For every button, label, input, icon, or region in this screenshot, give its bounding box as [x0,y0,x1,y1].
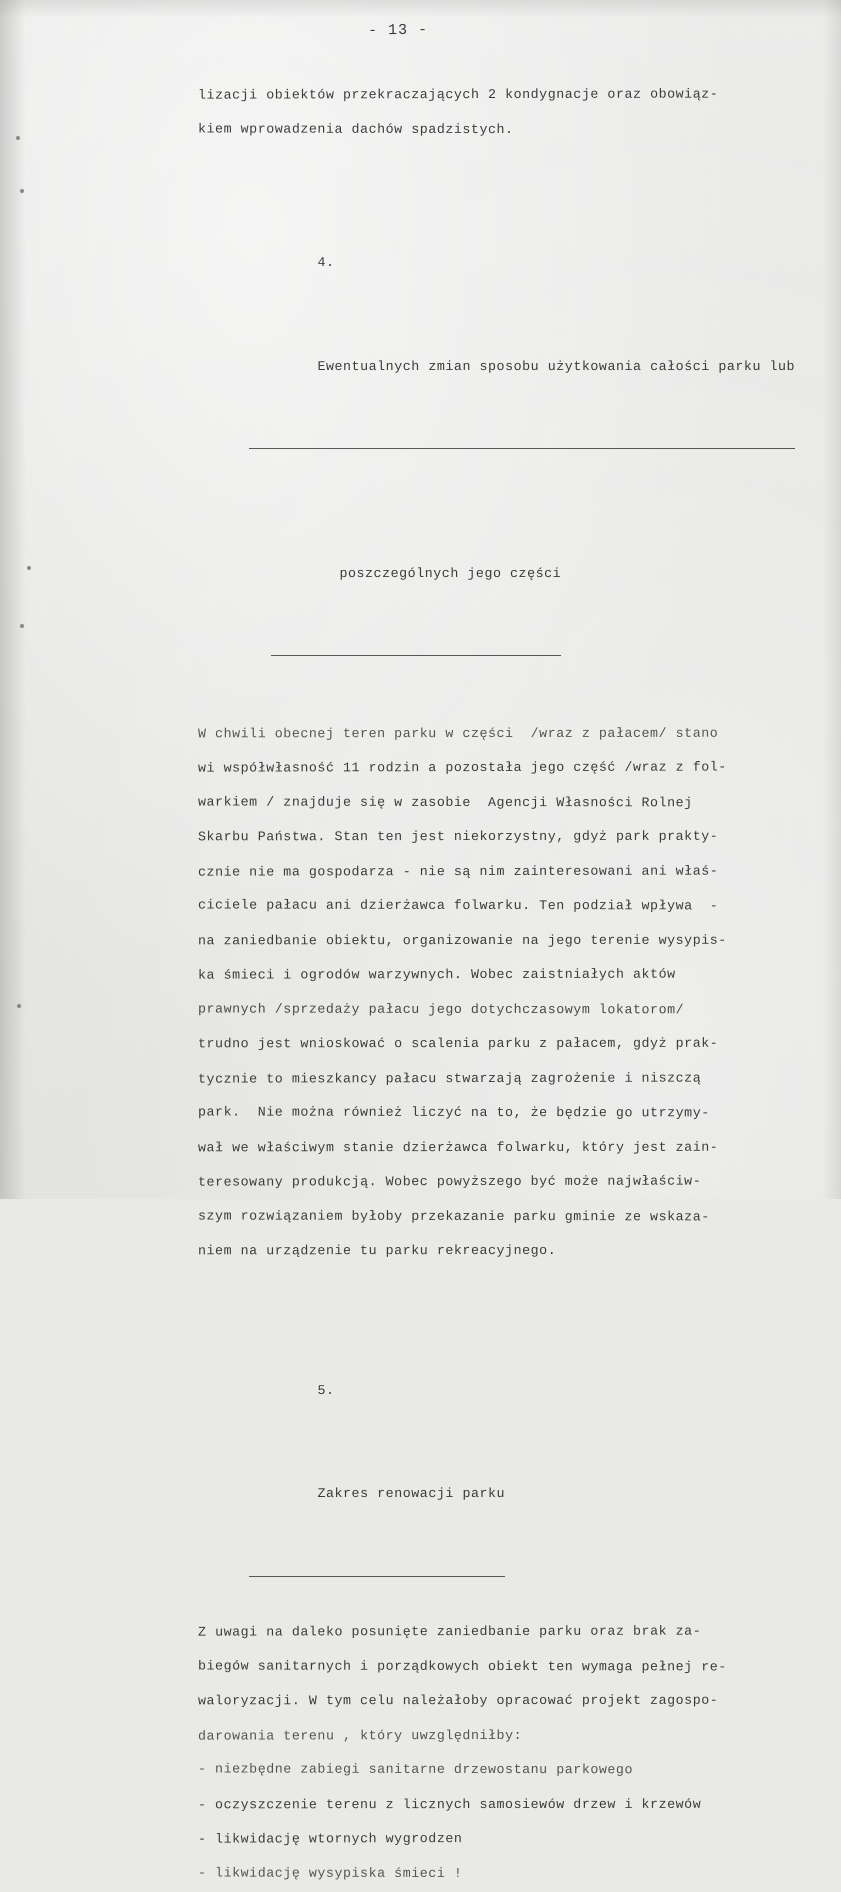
list-item: - oczyszczenie terenu z licznych samosiewów drzew i krzewów [197,1796,702,1812]
list-item: - niezbędne zabiegi sanitarne drzewostanu parkowego [197,1761,634,1778]
text-line: warkiem / znajduje się w zasobie Agencji Własności Rolnej [197,793,693,810]
heading-underline [271,655,561,656]
text-line: szym rozwiązaniem byłoby przekazanie parku gminie ze wskaza- [197,1207,710,1224]
section-4-heading-text-2: poszczególnych jego części [339,565,562,581]
text-line: biegów sanitarnych i porządkowych obiekt ten wymaga pełnej re- [197,1657,727,1674]
document-body [198,78,798,1891]
text-line: trudno jest wnioskować o scalenia parku z pałacem, gdyż prak- [197,1035,719,1052]
page-number [0,22,841,39]
text-line: cznie nie ma gospodarza - nie są nim zainteresowani ani właś- [197,863,719,880]
section-4-number: 4. [317,255,335,270]
section-5-heading [198,1305,798,1616]
text-line: kiem wprowadzenia dachów spadzistych. [197,120,514,137]
spacer [198,1269,798,1305]
text-line: W chwili obecnej teren parku w części /wraz z pałacem/ stano [197,725,719,741]
text-line: tycznie to mieszkancy pałacu stwarzają zagrożenie i niszczą [197,1070,702,1087]
text-line: teresowany produkcją. Wobec powyższego być może najwłaściw- [197,1173,702,1190]
paragraph-continuation [198,78,798,147]
spacer [198,147,798,177]
list-item: - likwidację wysypiska śmieci ! [197,1864,463,1881]
margin-speckles [0,0,60,1199]
scan-edge-shadow-right [823,0,841,1199]
heading-underline [249,1576,505,1577]
section-4-heading-line-1 [198,177,798,488]
text-line: darowania terenu , który uwzględniłby: [197,1727,523,1744]
section-5-heading-text: Zakres renowacji parku [317,1486,506,1501]
section-5-body [198,1615,798,1753]
text-line: prawnych /sprzedaży pałacu jego dotychczasowym lokatorom/ [197,1000,685,1017]
text-line: niem na urządzenie tu parku rekreacyjnego. [197,1242,557,1259]
text-line: ka śmieci i ogrodów warzywnych. Wobec zaistniałych aktów [197,966,676,983]
scan-edge-shadow-top [0,0,841,18]
text-line: lizacji obiektów przekraczających 2 kondygnacje oraz obowiąz- [197,86,719,103]
list-item: - likwidację wtornych wygrodzen [197,1831,463,1847]
heading-underline [249,448,795,449]
section-4-heading-text-1: Ewentualnych zmian sposobu użytkowania całości parku lub [317,358,796,374]
text-line: na zaniedbanie obiektu, organizowanie na jego terenie wysypis- [197,932,727,948]
section-4-body [198,717,798,1269]
text-line: wał we właściwym stanie dzierżawca folwarku, który jest zain- [197,1139,719,1155]
text-line: ciciele pałacu ani dzierżawca folwarku. Ten podział wpływa - [197,897,719,914]
page-number-text: - 13 - [368,21,429,40]
spacer [198,695,798,717]
text-line: Skarbu Państwa. Stan ten jest niekorzystny, gdyż park prakty- [197,828,719,845]
section-4-heading-line-2 [198,488,798,695]
text-line: Z uwagi na daleko posunięte zaniedbanie parku oraz brak za- [197,1623,702,1640]
section-5-number: 5. [317,1382,335,1398]
text-line: waloryzacji. W tym celu należałoby opracować projekt zagospo- [197,1692,719,1709]
text-line: park. Nie można również liczyć na to, że będzie go utrzymy- [197,1104,710,1121]
text-line: wi współwłasność 11 rodzin a pozostała jego część /wraz z fol- [197,759,727,776]
section-5-list [198,1753,798,1891]
